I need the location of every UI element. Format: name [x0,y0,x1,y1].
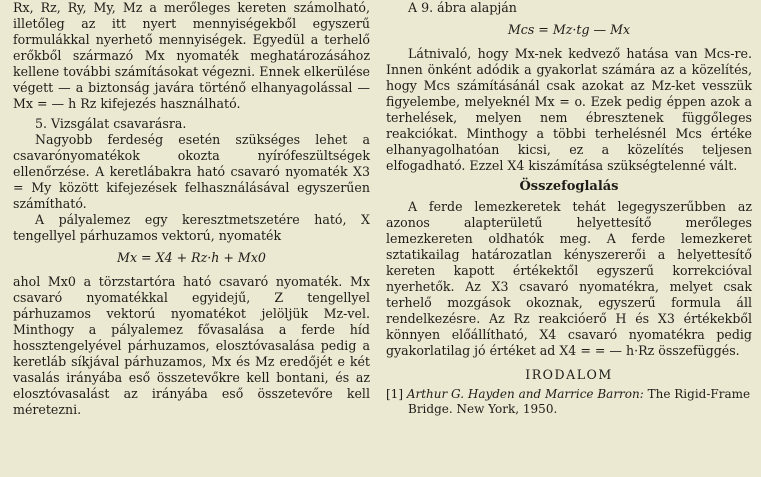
heading-literature: IRODALOM [525,367,613,382]
paragraph-summary: A ferde lemezkeretek tehát legegyszerűbben az azonos alapterületű helyettesítő merőleges lemezkereten oldhatók meg. A ferde lemezkeret sztatikailag határozatlan kényszererői a helyettesítő kereten kapott értékektől egyszerű korrekcióval nyerhetők. Az X3 csavaró nyomatékra, melyet csak terhelő mozgások okoznak, egyszerű formula áll rendelkezésre. Az Rz reakcióerő H és X3 értékekből könnyen előállítható, X4 csavaró nyomatékra pedig gyakorlatilag jó értéket ad X4 = = — h·Rz összefüggés. [386,199,752,358]
right-column [386,0,752,417]
reference-item [386,387,752,417]
paragraph-figure-ref: A 9. ábra alapján [408,0,517,15]
reference-title: The Rigid-Frame Bridge. New York, 1950. [408,387,751,416]
paragraph-moment-intro: A pályalemez egy keresztmetszetére ható, X tengellyel párhuzamos vektorú, nyomaték [13,212,370,243]
paragraph-torsion: Nagyobb ferdeség esetén szükséges lehet a csavarónyomatékok okozta nyírófeszültségek ellenőrzése. A keretlábakra ható csavaró nyomaték X3 = My között kifejezések felhasználásával egyszerűen számítható. [13,132,370,211]
left-column [13,0,370,418]
paragraph-moment-explain: ahol Mx0 a törzstartóra ható csavaró nyomaték. Mx csavaró nyomatékkal egyidejű, Z tengellyel párhuzamos vektorú nyomatékot jelöljük Mz-vel. Minthogy a pályalemez fővasalása a ferde híd hossztengelyével párhuzamos, elosztóvasalása pedig a keretláb síkjával párhuzamos, Mx és Mz eredőjét e két vasalás irányába eső összetevőkre kell bontani, és az elosztóvasalást az irányába eső összetevőre kell méretezni. [13,274,370,417]
paragraph-approximation: Látnivaló, hogy Mx-nek kedvező hatása van Mcs-re. Innen önként adódik a gyakorlat számára az a közelítés, hogy Mcs számításánál csak azokat az Mz-ket vesszük figyelembe, melyeknél Mx = o. Ezek pedig éppen azok a terhelések, melyen nem ébresztenek függőleges reakciókat. Minthogy a többi terhelésnél Mcs értéke elhanyagolhatóan kicsi, ez a közelítés teljesen elfogadható. Ezzel X4 kiszámítása szükségtelenné vált. [386,46,752,173]
reference-number: [1] [386,387,403,401]
formula-mcs: Mcs = Mz·tg — Mx [507,22,631,37]
section-heading-torsion: 5. Vizsgálat csavarásra. [35,116,187,131]
reference-authors: Arthur G. Hayden and Marrice Barron: [406,387,644,401]
formula-mx: Mx = X4 + Rz·h + Mx0 [117,250,266,265]
heading-summary: Összefoglalás [519,179,619,194]
paragraph-intro: Rx, Rz, Ry, My, Mz a merőleges kereten számolható, illetőleg az itt nyert mennyiségekből egyszerű formulákkal nyerhető mennyiségek. Egyedül a terhelő erőkből származó Mx nyomaték meghatározásához kellene további számításokat végezni. Ennek elkerülése végett — a biztonság javára történő elhanyagolással — Mx = — h Rz kifejezés használható. [13,0,370,111]
